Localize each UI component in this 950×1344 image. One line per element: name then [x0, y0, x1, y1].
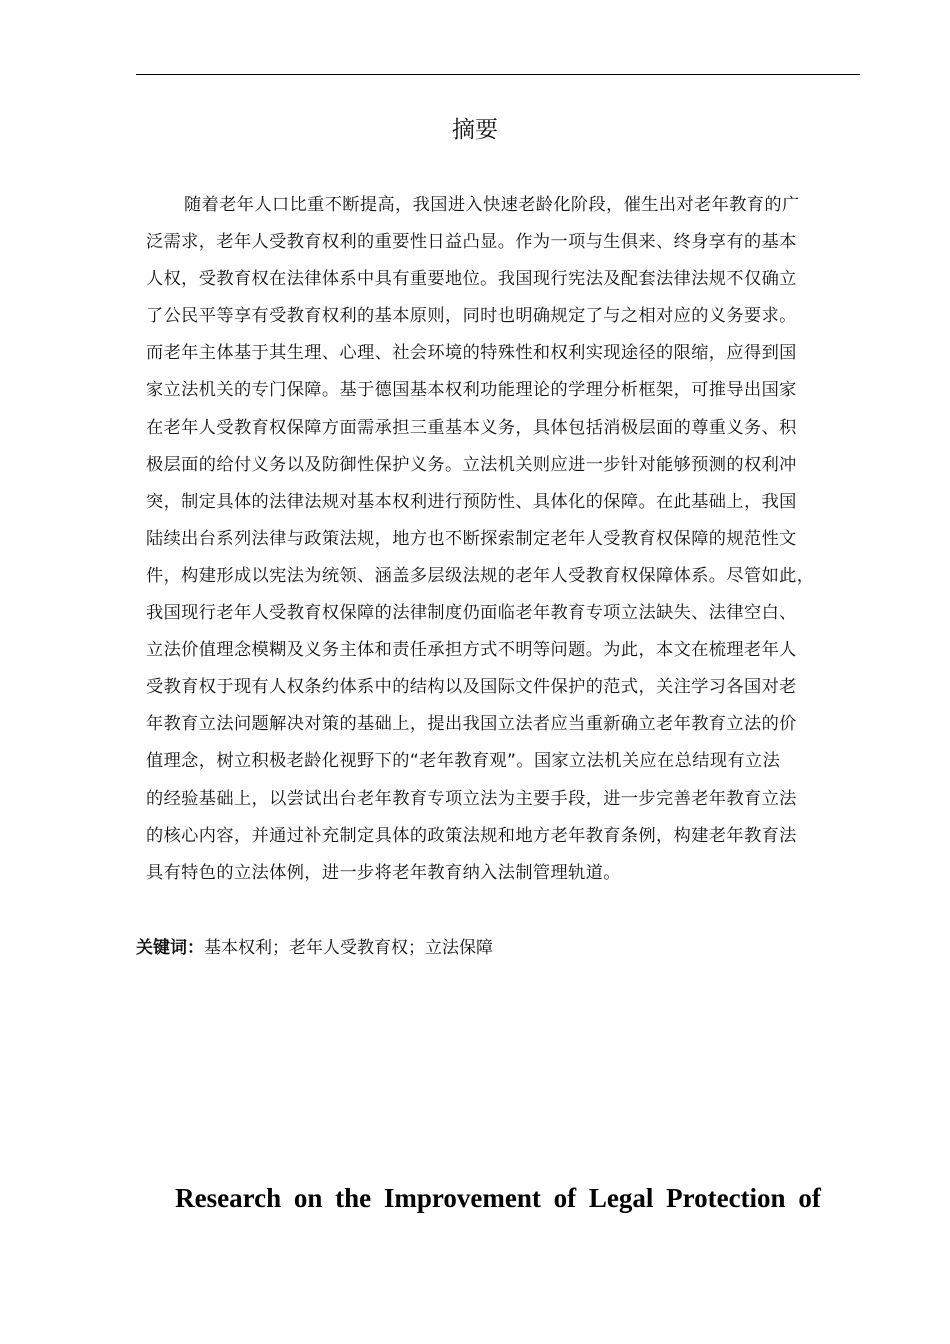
- header-rule: [136, 74, 860, 75]
- abstract-line: 了公民平等享有受教育权利的基本原则，同时也明确规定了与之相对应的义务要求。: [146, 306, 797, 327]
- abstract-line: 我国现行老年人受教育权保障的法律制度仍面临老年教育专项立法缺失、法律空白、: [146, 603, 797, 624]
- abstract-line: 具有特色的立法体例，进一步将老年教育纳入法制管理轨道。: [146, 862, 621, 883]
- abstract-line: 件，构建形成以宪法为统领、涵盖多层级法规的老年人受教育权保障体系。尽管如此，: [146, 565, 815, 586]
- abstract-line: 极层面的给付义务以及防御性保护义务。立法机关则应进一步针对能够预测的权利冲: [146, 454, 797, 475]
- keywords-label: 关键词：: [136, 938, 204, 958]
- abstract-line: 值理念，树立积极老龄化视野下的“老年教育观”。国家立法机关应在总结现有立法: [146, 751, 781, 772]
- abstract-line: 而老年主体基于其生理、心理、社会环境的特殊性和权利实现途径的限缩，应得到国: [146, 343, 797, 364]
- abstract-line: 人权，受教育权在法律体系中具有重要地位。我国现行宪法及配套法律法规不仅确立: [146, 269, 797, 290]
- abstract-line: 立法价值理念模糊及义务主体和责任承担方式不明等问题。为此，本文在梳理老年人: [146, 640, 797, 661]
- english-title: Research on the Improvement of Legal Protection of: [175, 1183, 821, 1213]
- abstract-line: 泛需求，老年人受教育权利的重要性日益凸显。作为一项与生俱来、终身享有的基本: [146, 232, 797, 253]
- keywords-line: [136, 933, 856, 963]
- abstract-heading: 摘要: [452, 117, 498, 143]
- abstract-line: 年教育立法问题解决对策的基础上，提出我国立法者应当重新确立老年教育立法的价: [146, 714, 797, 735]
- abstract-body: [146, 187, 864, 892]
- keywords-value: 基本权利；老年人受教育权；立法保障: [204, 938, 493, 958]
- abstract-line: 突，制定具体的法律法规对基本权利进行预防性、具体化的保障。在此基础上，我国: [146, 491, 797, 512]
- abstract-line: 在老年人受教育权保障方面需承担三重基本义务，具体包括消极层面的尊重义务、积: [146, 417, 797, 438]
- abstract-line: 的经验基础上，以尝试出台老年教育专项立法为主要手段，进一步完善老年教育立法: [146, 788, 797, 809]
- abstract-line: 随着老年人口比重不断提高，我国进入快速老龄化阶段，催生出对老年教育的广: [184, 195, 800, 215]
- abstract-line: 家立法机关的专门保障。基于德国基本权利功能理论的学理分析框架，可推导出国家: [146, 380, 797, 401]
- abstract-line: 陆续出台系列法律与政策法规，地方也不断探索制定老年人受教育权保障的规范性文: [146, 528, 797, 549]
- abstract-line: 受教育权于现有人权条约体系中的结构以及国际文件保护的范式，关注学习各国对老: [146, 677, 797, 698]
- abstract-line: 的核心内容，并通过补充制定具体的政策法规和地方老年教育条例，构建老年教育法: [146, 825, 797, 846]
